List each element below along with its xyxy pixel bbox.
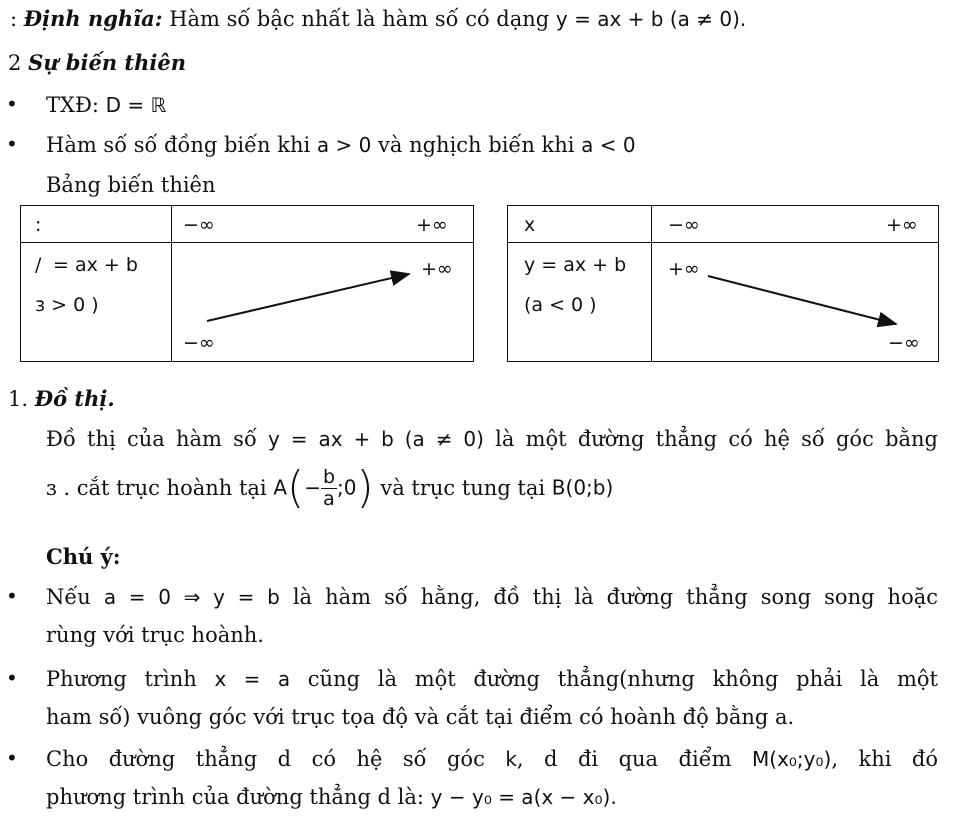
function-label-prefix: / — [35, 254, 42, 276]
x-label: : — [35, 214, 42, 236]
x-minus-inf: −∞ — [668, 214, 700, 236]
slope-condition: ɜ > 0 ) — [35, 294, 99, 316]
definition-text: Hàm số bậc nhất là hàm số có dạng — [162, 7, 556, 31]
bullet-dot: • — [6, 132, 18, 156]
graph-description-line-2 — [46, 462, 614, 526]
slope-condition: (a < 0 ) — [524, 294, 597, 316]
x-plus-inf: +∞ — [416, 214, 448, 236]
note-3-line-equation: y − y₀ = a(x − x₀). — [430, 785, 617, 809]
fraction-b-over-a — [321, 467, 337, 510]
note-3-text-c: , khi đó — [831, 747, 938, 771]
open-paren: ( — [287, 462, 305, 513]
variation-marker: 2 — [8, 51, 22, 75]
bullet-dot: • — [6, 746, 18, 770]
graph-line2-text-1: cắt trục hoành tại — [70, 475, 274, 500]
x-plus-inf: +∞ — [886, 214, 918, 236]
note-item-3-line-1 — [46, 746, 938, 772]
monotonic-bullet — [46, 132, 636, 158]
note-3-point-m: M(x₀;y₀) — [752, 747, 832, 771]
definition-term: Định nghĩa: — [23, 6, 163, 31]
note-2-formula: x = a — [214, 667, 291, 691]
monotonic-text-2: và nghịch biến khi — [371, 133, 582, 157]
limit-minus-inf: −∞ — [183, 332, 215, 354]
fraction-tail: ;0 — [337, 475, 357, 500]
graph-description-line-1 — [46, 426, 938, 452]
definition-formula: y = ax + b (a ≠ 0). — [555, 7, 747, 31]
note-1-formula: a = 0 ⇒ y = b — [103, 585, 280, 609]
limit-minus-inf: −∞ — [888, 332, 920, 354]
note-item-3-line-2 — [46, 784, 617, 810]
note-1-text-a: Nếu — [46, 585, 104, 609]
monotonic-formula-1: a > 0 — [316, 133, 372, 157]
variation-heading: Sự biến thiên — [28, 50, 186, 75]
note-item-2-line-2: ham số) vuông góc với trục tọa độ và cắt tại điểm có hoành độ bằng a. — [46, 705, 795, 729]
fraction-denominator: a — [323, 487, 335, 510]
note-3-text-a: Cho đường thẳng d có hệ số góc — [46, 747, 506, 771]
variation-heading-line — [8, 50, 186, 76]
limit-plus-inf: +∞ — [421, 258, 453, 280]
fraction-sign: − — [304, 475, 321, 500]
x-label: x — [524, 214, 536, 236]
function-label: = ax + b — [53, 254, 138, 276]
definition-marker: : — [10, 7, 18, 31]
monotonic-text-1: Hàm số số đồng biến khi — [46, 133, 317, 157]
decreasing-arrow — [508, 206, 938, 361]
bullet-dot: • — [6, 666, 18, 690]
note-item-1-line-2: rùng với trục hoành. — [46, 623, 264, 647]
note-item-1-line-1 — [46, 584, 938, 610]
fraction-numerator: b — [322, 465, 336, 488]
increasing-arrow — [21, 206, 473, 361]
note-heading: Chú ý: — [46, 544, 121, 569]
graph-marker: 1. — [8, 387, 29, 411]
function-label: y = ax + b — [524, 254, 627, 276]
graph-heading: Đồ thị. — [34, 386, 115, 411]
domain-text: TXĐ: — [46, 93, 106, 117]
graph-text-2: là một đường thẳng có hệ số góc bằng — [483, 427, 939, 451]
monotonic-formula-2: a < 0 — [581, 133, 636, 157]
bullet-dot: • — [6, 584, 18, 608]
point-b-label: B(0;b) — [551, 475, 614, 500]
bullet-dot: • — [6, 92, 18, 116]
note-item-2-line-1 — [46, 666, 938, 692]
graph-text-1: Đồ thị của hàm số — [46, 427, 269, 451]
variation-table-title: Bảng biến thiên — [46, 173, 216, 197]
note-3-formula-k: k — [505, 747, 517, 771]
limit-plus-inf: +∞ — [668, 258, 700, 280]
domain-formula: D = ℝ — [105, 93, 167, 117]
note-2-text-b: cũng là một đường thẳng(nhưng không phải là một — [290, 667, 938, 691]
note-2-text-a: Phương trình — [46, 667, 215, 691]
point-a-label: A — [273, 475, 288, 500]
graph-line2-marker: ɜ . — [46, 475, 71, 500]
graph-heading-line — [8, 386, 115, 412]
definition-line — [10, 6, 746, 32]
graph-formula: y = ax + b (a ≠ 0) — [268, 427, 484, 451]
close-paren: ) — [356, 462, 374, 513]
note-3-text-b: , d đi qua điểm — [516, 747, 753, 771]
graph-line2-text-2: và trục tung tại — [373, 475, 552, 500]
variation-table-decreasing — [507, 205, 939, 362]
domain-bullet — [46, 92, 166, 118]
x-minus-inf: −∞ — [183, 214, 215, 236]
note-1-text-b: là hàm số hằng, đồ thị là đường thẳng song song hoặc — [279, 585, 938, 609]
variation-table-increasing — [20, 205, 474, 362]
note-3-text-d: phương trình của đường thẳng d là: — [46, 785, 431, 809]
